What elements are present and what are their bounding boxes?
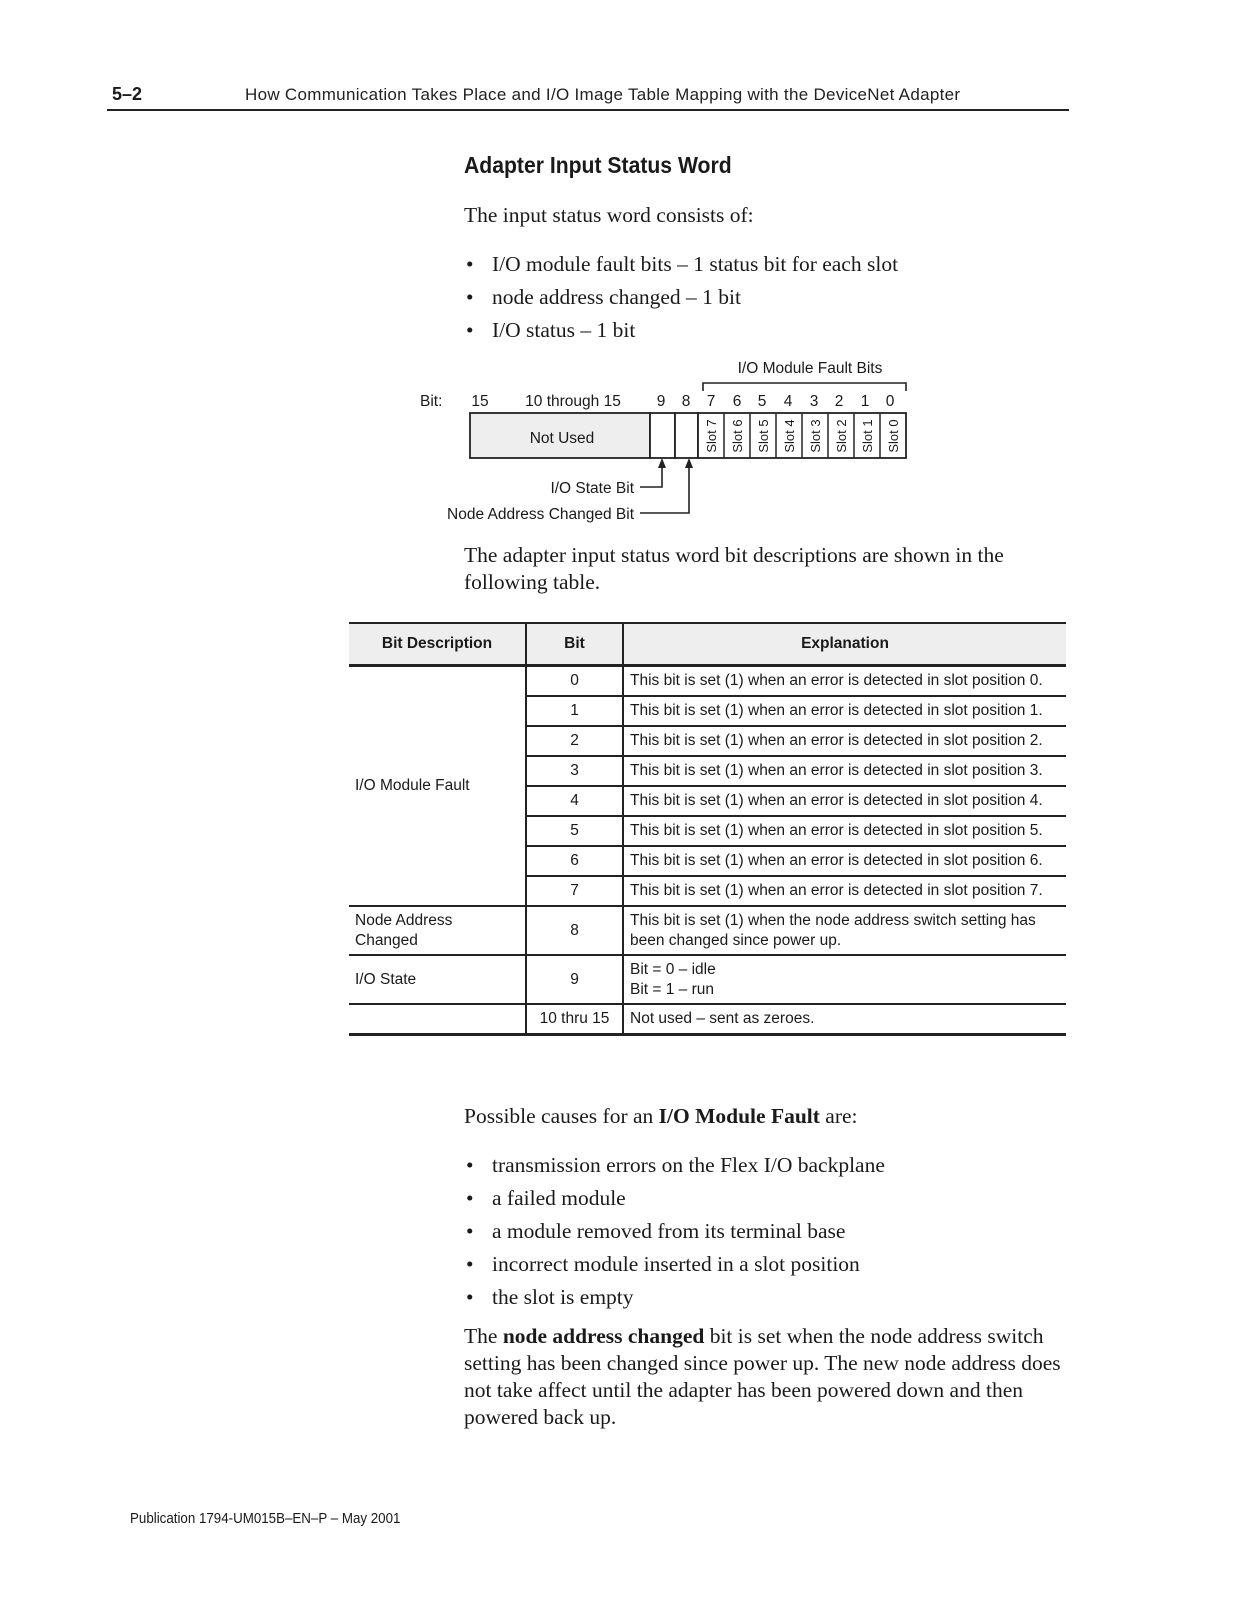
table-row — [349, 666, 1066, 697]
section-title: Adapter Input Status Word — [464, 152, 732, 178]
group-label: I/O Module Fault Bits — [737, 360, 883, 377]
bit-number: 5 — [757, 393, 767, 410]
explanation-cell: This bit is set (1) when an error is detected in slot position 6. — [623, 846, 1066, 876]
table-row — [349, 906, 1066, 955]
bullet-icon: • — [466, 285, 474, 309]
table-row — [349, 955, 1066, 1004]
bullet-icon: • — [466, 1285, 474, 1309]
slot-label: Slot 7 — [704, 419, 719, 453]
bit-cell: 4 — [526, 786, 623, 816]
slot-label: Slot 2 — [834, 419, 849, 453]
list-item-text: I/O status – 1 bit — [492, 318, 636, 342]
bit-cell: 1 — [526, 696, 623, 726]
list-item-text: the slot is empty — [492, 1285, 634, 1309]
page-number: 5–2 — [112, 84, 143, 104]
explanation-cell: This bit is set (1) when an error is detected in slot position 5. — [623, 816, 1066, 846]
bullet-icon: • — [466, 1252, 474, 1276]
bit-cell: 9 — [526, 955, 623, 1004]
list-item — [464, 1251, 885, 1284]
closing-bold: node address changed — [502, 1324, 705, 1348]
bit-number: 2 — [834, 393, 844, 410]
causes-intro-bold: I/O Module Fault — [658, 1104, 820, 1128]
column-header-explanation: Explanation — [623, 623, 1066, 666]
list-item-text: transmission errors on the Flex I/O backplane — [492, 1153, 885, 1177]
causes-intro-before: Possible causes for an — [464, 1104, 659, 1128]
explanation-cell: This bit is set (1) when an error is detected in slot position 1. — [623, 696, 1066, 726]
bit-number: 0 — [885, 393, 895, 410]
bullet-icon: • — [466, 1219, 474, 1243]
running-header: How Communication Takes Place and I/O Image Table Mapping with the DeviceNet Adapter — [245, 85, 961, 104]
column-header-bit: Bit — [526, 623, 623, 666]
list-item-text: a failed module — [492, 1186, 626, 1210]
closing-after: bit is set when the node address switch setting has been changed since power up. The new node address does not take affect until the adapter has been powered down and then powered back up. — [464, 1324, 1061, 1429]
bit-cell: 2 — [526, 726, 623, 756]
causes-bullet-list — [464, 1152, 885, 1317]
node-address-leader-line — [640, 465, 689, 513]
slot-label: Slot 5 — [756, 419, 771, 453]
bullet-icon: • — [466, 1153, 474, 1177]
description-cell: Node Address Changed — [349, 906, 526, 955]
bit-range-label: 10 through 15 — [525, 393, 621, 410]
table-intro-text: The adapter input status word bit descriptions are shown in the following table. — [464, 543, 1004, 594]
intro-bullet-list — [464, 251, 898, 350]
bullet-icon: • — [466, 318, 474, 342]
list-item — [464, 251, 898, 284]
bullet-icon: • — [466, 1186, 474, 1210]
group-cell-io-module-fault: I/O Module Fault — [349, 666, 526, 907]
explanation-cell: This bit is set (1) when an error is detected in slot position 7. — [623, 876, 1066, 906]
list-item — [464, 1284, 885, 1317]
node-address-callout: Node Address Changed Bit — [447, 506, 634, 523]
bit-number: 4 — [783, 393, 793, 410]
explanation-cell: This bit is set (1) when an error is detected in slot position 0. — [623, 666, 1066, 697]
table-header-row — [349, 623, 1066, 666]
list-item — [464, 1152, 885, 1185]
bit-cell: 8 — [526, 906, 623, 955]
explanation-cell: This bit is set (1) when the node address switch setting has been changed since power up. — [623, 906, 1066, 955]
slot-label: Slot 3 — [808, 419, 823, 453]
list-item — [464, 1185, 885, 1218]
causes-intro-after: are: — [819, 1104, 858, 1128]
io-state-callout: I/O State Bit — [550, 480, 634, 497]
bit-cell: 0 — [526, 666, 623, 697]
list-item-text: a module removed from its terminal base — [492, 1219, 846, 1243]
bit-15-label: 15 — [471, 393, 489, 410]
group-bracket — [703, 383, 906, 391]
explanation-line: Bit = 1 – run — [630, 980, 715, 998]
bit-description-table — [349, 622, 1066, 1036]
bit-number: 8 — [681, 393, 691, 410]
closing-before: The — [464, 1324, 503, 1348]
bit-cell: 3 — [526, 756, 623, 786]
explanation-cell: This bit is set (1) when an error is detected in slot position 2. — [623, 726, 1066, 756]
explanation-cell: Not used – sent as zeroes. — [623, 1004, 1066, 1035]
bullet-icon: • — [466, 252, 474, 276]
description-cell — [349, 1004, 526, 1035]
bit-number: 9 — [656, 393, 666, 410]
io-state-leader-line — [640, 465, 662, 487]
io-state-bit-cell — [650, 413, 675, 458]
slot-label: Slot 1 — [860, 419, 875, 453]
bit-number: 1 — [860, 393, 870, 410]
bit-prefix-label: Bit: — [420, 393, 443, 410]
node-address-bit-cell — [675, 413, 698, 458]
list-item — [464, 1218, 885, 1251]
not-used-label: Not Used — [529, 430, 595, 447]
bit-cell: 6 — [526, 846, 623, 876]
list-item-text: I/O module fault bits – 1 status bit for each slot — [492, 252, 899, 276]
io-state-arrow-icon — [658, 458, 666, 468]
node-address-arrow-icon — [685, 458, 693, 468]
description-cell: I/O State — [349, 955, 526, 1004]
list-item — [464, 317, 898, 350]
publication-footer: Publication 1794-UM015B–EN–P – May 2001 — [130, 1511, 401, 1527]
bit-number: 3 — [809, 393, 819, 410]
slot-label: Slot 0 — [886, 419, 901, 453]
header-rule — [107, 109, 1069, 111]
closing-paragraph — [464, 1323, 1084, 1431]
table-row — [349, 1004, 1066, 1035]
slot-label: Slot 6 — [730, 419, 745, 453]
explanation-cell: This bit is set (1) when an error is detected in slot position 4. — [623, 786, 1066, 816]
slot-label: Slot 4 — [782, 419, 797, 453]
explanation-cell — [623, 955, 1066, 1004]
bit-number: 6 — [732, 393, 742, 410]
explanation-cell: This bit is set (1) when an error is detected in slot position 3. — [623, 756, 1066, 786]
column-header-description: Bit Description — [349, 623, 526, 666]
explanation-line: Bit = 0 – idle — [630, 960, 716, 978]
list-item-text: node address changed – 1 bit — [492, 285, 741, 309]
intro-text: The input status word consists of: — [464, 203, 754, 227]
causes-intro-text — [464, 1103, 858, 1130]
status-word-diagram — [400, 350, 940, 530]
bit-cell: 5 — [526, 816, 623, 846]
list-item-text: incorrect module inserted in a slot position — [492, 1252, 860, 1276]
bit-number: 7 — [706, 393, 716, 410]
bit-cell: 7 — [526, 876, 623, 906]
bit-cell: 10 thru 15 — [526, 1004, 623, 1035]
list-item — [464, 284, 898, 317]
